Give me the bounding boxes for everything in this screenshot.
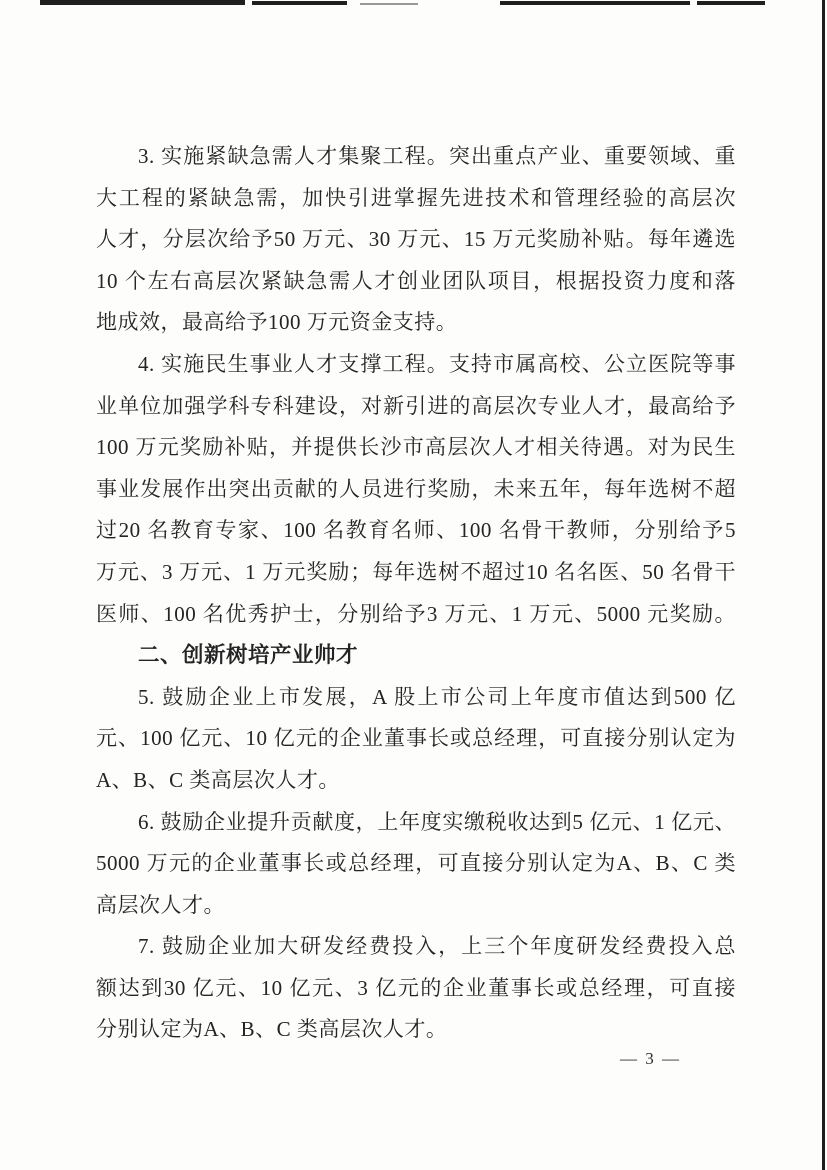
text-line: A、B、C 类高层次人才。	[96, 767, 340, 792]
text-line: 3. 实施紧缺急需人才集聚工程。突出重点产业、重要领域、重	[138, 144, 736, 168]
text-line: 万元、3 万元、1 万元奖励；每年选树不超过10 名名医、50 名骨干	[96, 559, 736, 584]
scan-artifact-top	[360, 3, 418, 5]
text-line: 业单位加强学科专科建设，对新引进的高层次专业人才，最高给予	[96, 393, 736, 418]
paragraph-item-6	[96, 802, 736, 927]
text-line: 100 万元奖励补贴，并提供长沙市高层次人才相关待遇。对为民生	[96, 435, 736, 460]
text-line: 10 个左右高层次紧缺急需人才创业团队项目，根据投资力度和落	[96, 268, 736, 293]
paragraph-item-3	[96, 136, 736, 344]
text-line: 大工程的紧缺急需，加快引进掌握先进技术和管理经验的高层次	[96, 185, 736, 210]
text-line: 过20 名教育专家、100 名教育名师、100 名骨干教师，分别给予5	[96, 518, 736, 543]
text-line: 4. 实施民生事业人才支撑工程。支持市属高校、公立医院等事	[138, 351, 736, 376]
text-line: 分别认定为A、B、C 类高层次人才。	[96, 1017, 448, 1042]
page-number: — 3 —	[620, 1049, 681, 1068]
text-line: 医师、100 名优秀护士，分别给予3 万元、1 万元、5000 元奖励。	[96, 601, 736, 626]
section-heading: 二、创新树培产业帅才	[138, 643, 359, 668]
text-line: 额达到30 亿元、10 亿元、3 亿元的企业董事长或总经理，可直接	[96, 975, 736, 1000]
paragraph-item-4	[96, 344, 736, 635]
text-line: 元、100 亿元、10 亿元的企业董事长或总经理，可直接分别认定为	[96, 726, 736, 751]
text-line: 人才，分层次给予50 万元、30 万元、15 万元奖励补贴。每年遴选	[96, 227, 736, 252]
text-line: 5000 万元的企业董事长或总经理，可直接分别认定为A、B、C 类	[96, 851, 736, 876]
paragraph-item-5	[96, 677, 736, 802]
text-line: 事业发展作出突出贡献的人员进行奖励，未来五年，每年选树不超	[96, 476, 736, 501]
text-line: 地成效，最高给予100 万元资金支持。	[96, 310, 458, 335]
scan-artifact-top	[40, 0, 245, 5]
text-line: 高层次人才。	[96, 892, 225, 917]
scan-artifact-top	[697, 1, 765, 5]
text-line: 5. 鼓励企业上市发展，A 股上市公司上年度市值达到500 亿	[138, 684, 736, 709]
scan-artifact-top	[500, 1, 690, 5]
scan-artifact-right-edge	[822, 0, 825, 1170]
text-line: 7. 鼓励企业加大研发经费投入，上三个年度研发经费投入总	[138, 934, 736, 959]
scan-artifact-top	[252, 1, 347, 5]
text-line: 6. 鼓励企业提升贡献度，上年度实缴税收达到5 亿元、1 亿元、	[138, 809, 736, 834]
paragraph-item-7	[96, 926, 736, 1051]
document-body	[96, 136, 736, 1051]
